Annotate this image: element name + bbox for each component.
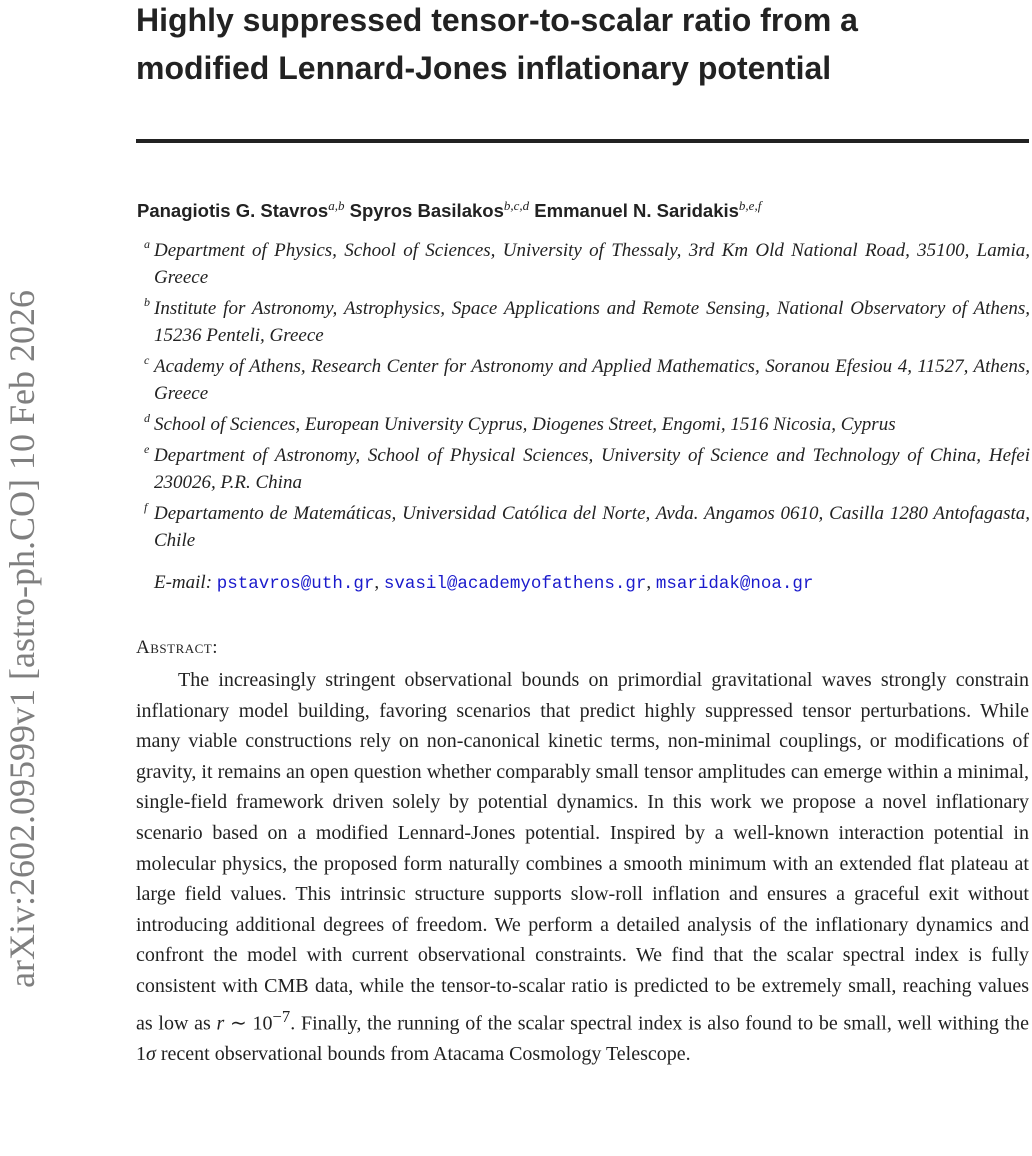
affiliation-mark: e — [144, 442, 150, 456]
arxiv-identifier-text: arXiv:2602.09599v1 [astro-ph.CO] 10 Feb 2026 — [2, 290, 42, 988]
email-separator: , — [646, 572, 656, 593]
affiliation-item — [144, 353, 1030, 407]
math-sim: ∼ 10 — [224, 1012, 273, 1035]
author-name: Spyros Basilakos — [349, 200, 504, 221]
title-divider — [136, 139, 1029, 143]
email-label: E-mail: — [154, 572, 213, 593]
math-sigma: σ — [146, 1042, 156, 1065]
author-name: Panagiotis G. Stavros — [137, 200, 329, 221]
affiliation-mark: d — [144, 411, 150, 425]
affiliation-mark: f — [144, 500, 148, 514]
abstract-heading: Abstract: — [136, 637, 219, 658]
math-r: r — [216, 1012, 225, 1035]
arxiv-identifier-stamp — [0, 290, 40, 1090]
affiliation-item — [144, 500, 1030, 554]
author-affiliation-marks: b,c,d — [503, 198, 530, 213]
affiliation-item — [144, 442, 1030, 496]
math-exponent: −7 — [272, 1006, 291, 1026]
affiliation-text: School of Sciences, European University Cyprus, Diogenes Street, Engomi, 1516 Nicosia, Cyprus — [154, 414, 896, 435]
email-link[interactable]: msaridak@noa.gr — [655, 574, 814, 594]
affiliation-text: Department of Astronomy, School of Physical Sciences, University of Science and Technology of China, Hefei 230026, P.R. China — [154, 445, 1030, 493]
paper-title-line-1: Highly suppressed tensor-to-scalar ratio from a — [136, 2, 858, 38]
affiliation-text: Departamento de Matemáticas, Universidad Católica del Norte, Avda. Angamos 0610, Casilla 1280 Antofagasta, Chile — [154, 503, 1030, 551]
affiliation-text: Academy of Athens, Research Center for Astronomy and Applied Mathematics, Soranou Efesiou 4, 11527, Athens, Greece — [154, 356, 1030, 404]
author-list — [137, 198, 761, 224]
email-link[interactable]: svasil@academyofathens.gr — [383, 574, 647, 594]
email-separator: , — [374, 572, 384, 593]
email-link[interactable]: pstavros@uth.gr — [216, 574, 375, 594]
affiliation-list — [144, 237, 1030, 558]
affiliation-mark: a — [144, 237, 150, 251]
affiliation-mark: b — [144, 295, 150, 309]
abstract-part-3: recent observational bounds from Atacama Cosmology Telescope. — [155, 1042, 691, 1065]
abstract-part-2: . Finally, the running of the scalar spectral index is also found to be small, well withing the 1 — [136, 1012, 1029, 1065]
author-affiliation-marks: a,b — [328, 198, 345, 213]
affiliation-text: Department of Physics, School of Sciences, University of Thessaly, 3rd Km Old National Road, 35100, Lamia, Greece — [154, 240, 1030, 288]
author-affiliation-marks: b,e,f — [738, 198, 762, 213]
affiliation-item — [144, 411, 1030, 438]
affiliation-item — [144, 295, 1030, 349]
abstract-text — [136, 665, 1029, 1069]
affiliation-mark: c — [144, 353, 150, 367]
affiliation-item — [144, 237, 1030, 291]
affiliation-text: Institute for Astronomy, Astrophysics, Space Applications and Remote Sensing, National Observatory of Athens, 15236 Penteli, Greece — [154, 298, 1030, 346]
email-line — [154, 569, 813, 598]
paper-title-line-2: modified Lennard-Jones inflationary potential — [136, 50, 832, 86]
author-name: Emmanuel N. Saridakis — [534, 200, 739, 221]
paper-title — [136, 0, 1026, 92]
abstract-part-1: The increasingly stringent observational bounds on primordial gravitational waves strongly constrain inflationary model building, favoring scenarios that predict highly suppressed tensor perturbations. While many viable constructions rely on non-canonical kinetic terms, non-minimal couplings, or modifications of gravity, it remains an open question whether comparably small tensor amplitudes can emerge within a minimal, single-field framework driven solely by potential dynamics. In this work we propose a novel inflationary scenario based on a modified Lennard-Jones potential. Inspired by a well-known interaction potential in molecular physics, the proposed form naturally combines a smooth minimum with an extended flat plateau at large field values. This intrinsic structure supports slow-roll inflation and ensures a graceful exit without introducing additional degrees of freedom. We perform a detailed analysis of the inflationary dynamics and confront the model with current observational constraints. We find that the scalar spectral index is fully consistent with CMB data, while the tensor-to-scalar ratio is predicted to be extremely small, reaching values as low as — [136, 669, 1029, 1035]
